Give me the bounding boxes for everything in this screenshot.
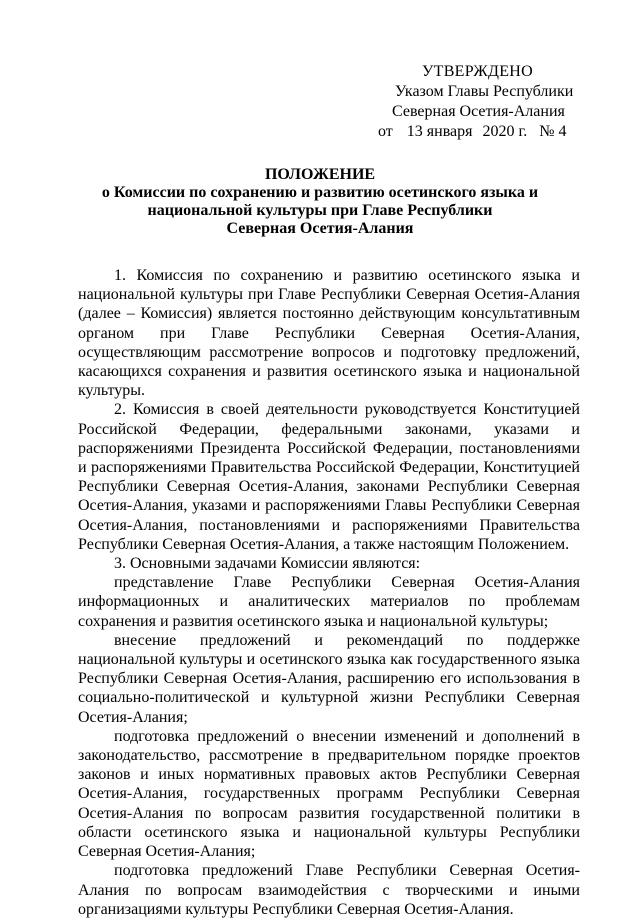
approval-title: УТВЕРЖДЕНО	[422, 63, 534, 80]
paragraph-1: 1. Комиссия по сохранению и развитию осетинского языка и национальной культуры при Главе Республики Северная Осетия-Алания (далее – Комиссия) является постоянно действующим консультативным органом при Главе Республики Северная Осетия-Алания, осуществляющим рассмотрение вопросов и подготовку предложений, касающихся сохранения и развития осетинского языка и национальной культуры.	[78, 267, 580, 400]
task-item-1: представление Главе Республики Северная Осетия-Алания информационных и аналитических материалов по проблемам сохранения и развития осетинского языка и национальной культуры;	[78, 574, 580, 630]
approval-year: 2020 г.	[482, 123, 528, 140]
approval-number: № 4	[539, 123, 567, 140]
document-heading	[60, 166, 580, 238]
approval-date: 13 января	[406, 123, 473, 140]
document-subtitle-line-2: национальной культуры при Главе Республики	[147, 202, 493, 219]
approval-stamp	[378, 62, 578, 142]
task-item-3: подготовка предложений о внесении изменений и дополнений в законодательство, рассмотрение в предварительном порядке проектов законов и иных нормативных правовых актов Республики Северная Осетия-Алания, государственных программ Республики Северная Осетия-Алания по вопросам развития государственной политики в области осетинского языка и национальной культуры Республики Северная Осетия-Алания;	[78, 727, 580, 861]
task-item-4: подготовка предложений Главе Республики Северная Осетия-Алания по вопросам взаимодействия с творческими и иными организациями культуры Республики Северная Осетия-Алания.	[78, 862, 580, 918]
approval-date-prefix: от	[378, 123, 393, 140]
approval-republic-line: Северная Осетия-Алания	[392, 103, 565, 120]
approval-decree-line: Указом Главы Республики	[395, 83, 574, 100]
approval-date-line	[378, 122, 578, 142]
document-title: ПОЛОЖЕНИЕ	[264, 166, 376, 183]
paragraph-2: 2. Комиссия в своей деятельности руководствуется Конституцией Российской Федерации, федеральными законами, указами и распоряжениями Президента Российской Федерации, постановлениями и распоряжениями Правительства Российской Федерации, Конституцией Республики Северная Осетия-Алания, законами Республики Северная Осетия-Алания, указами и распоряжениями Главы Республики Северная Осетия-Алания, постановлениями и распоряжениями Правительства Республики Северная Осетия-Алания, а также настоящим Положением.	[78, 401, 580, 553]
task-item-2: внесение предложений и рекомендаций по поддержке национальной культуры и осетинского языка как государственного языка Республики Северная Осетия-Алания, расширению его использования в социально-политической и культурной жизни Республики Северная Осетия-Алания;	[78, 631, 580, 726]
document-subtitle-line-3: Северная Осетия-Алания	[226, 220, 414, 237]
document-subtitle-line-1: о Комиссии по сохранению и развитию осетинского языка и	[101, 184, 539, 201]
paragraph-3: 3. Основными задачами Комиссии являются:	[114, 555, 421, 573]
document-body	[78, 266, 580, 919]
